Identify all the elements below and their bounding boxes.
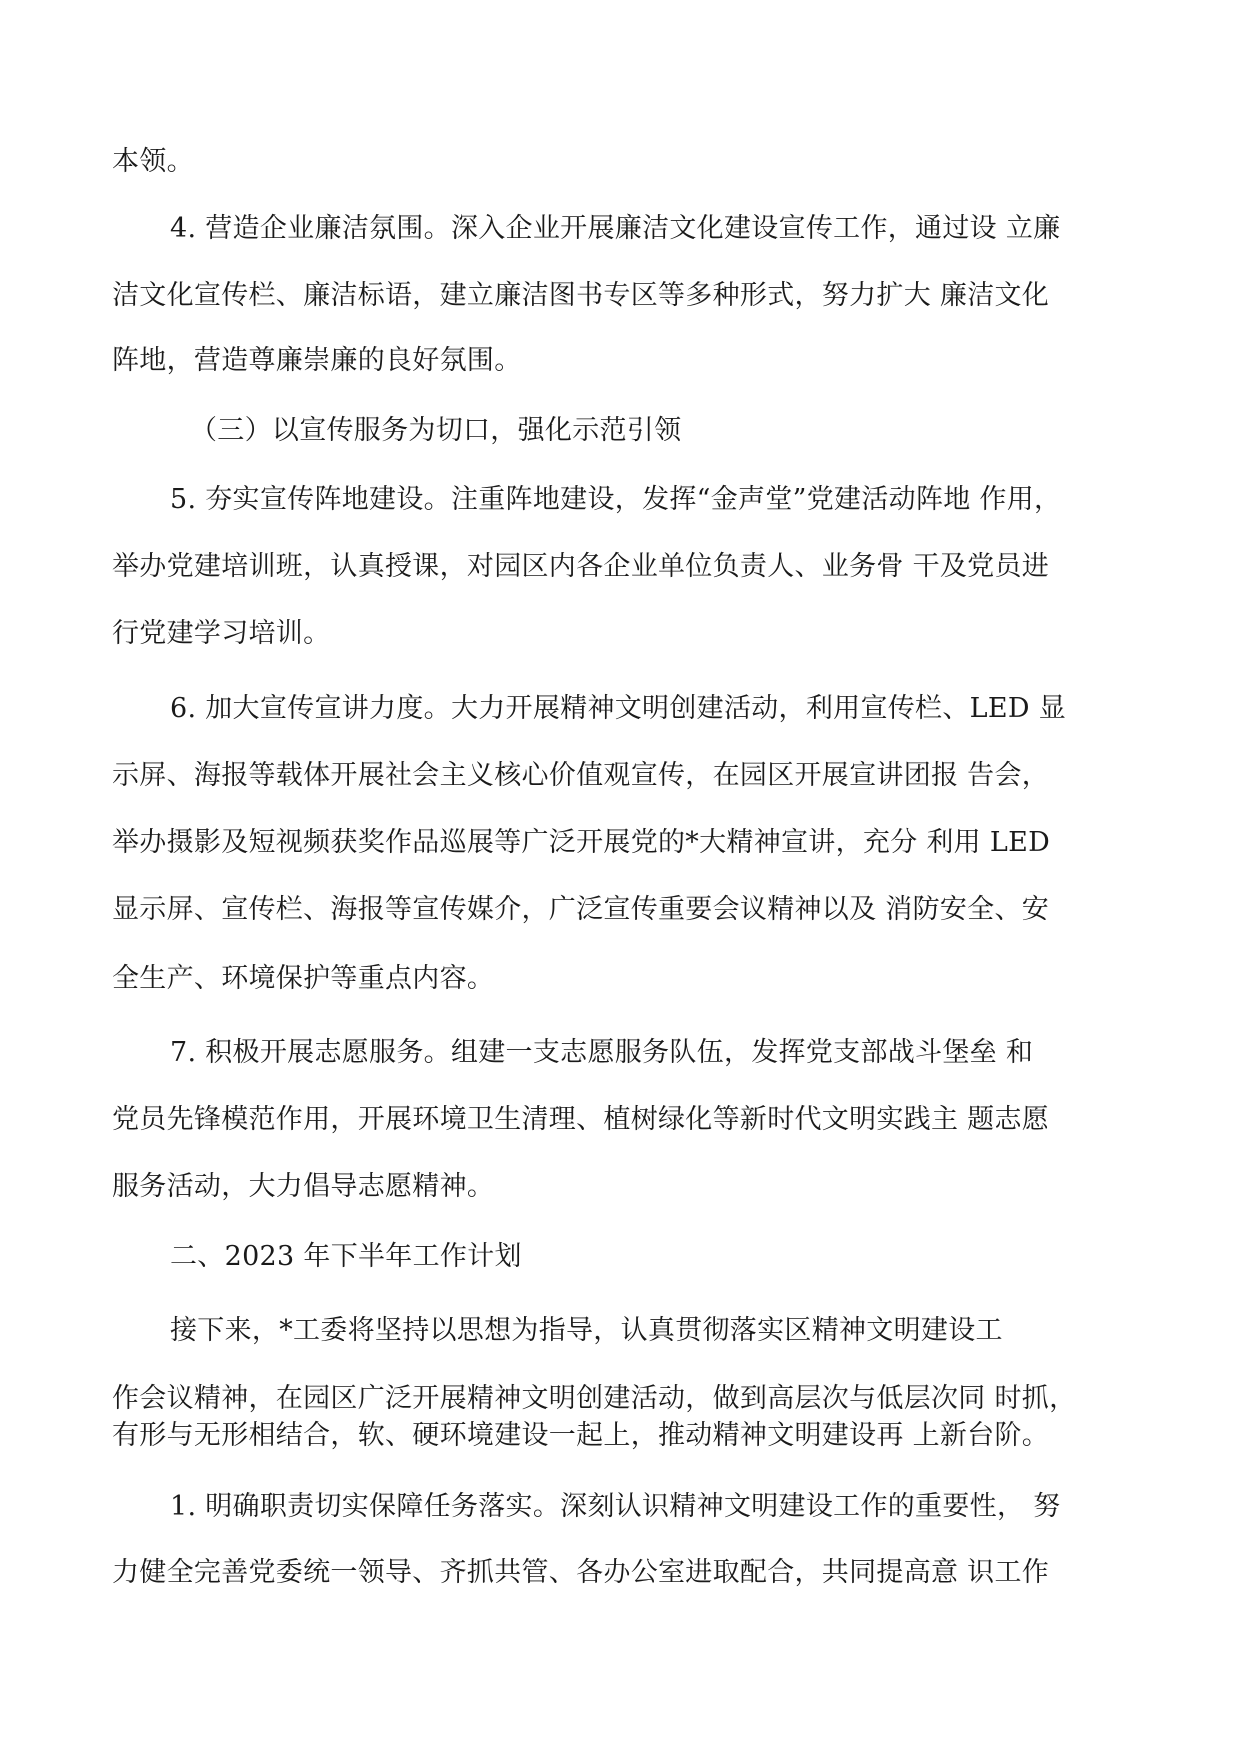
section-heading: （三）以宣传服务为切口，强化示范引领 [190,415,682,446]
text-line: 4. 营造企业廉洁氛围。深入企业开展廉洁文化建设宣传工作，通过设 立廉 [170,213,1061,244]
text-line: 阵地，营造尊廉崇廉的良好氛围。 [112,345,522,376]
text-line: 7. 积极开展志愿服务。组建一支志愿服务队伍，发挥党支部战斗堡垒 和 [170,1037,1034,1068]
text-line: 本领。 [112,146,194,177]
text-line: 5. 夯实宣传阵地建设。注重阵地建设，发挥“金声堂”党建活动阵地 作用， [170,484,1062,515]
text-line: 服务活动，大力倡导志愿精神。 [112,1171,495,1202]
text-line: 洁文化宣传栏、廉洁标语，建立廉洁图书专区等多种形式，努力扩大 廉洁文化 [112,280,1050,311]
text-line: 接下来，*工委将坚持以思想为指导，认真贯彻落实区精神文明建设工 [170,1315,1003,1346]
text-line: 作会议精神，在园区广泛开展精神文明创建活动，做到高层次与低层次同 时抓， [112,1383,1077,1414]
text-line: 力健全完善党委统一领导、齐抓共管、各办公室进取配合，共同提高意 识工作 [112,1557,1050,1588]
text-line: 1. 明确职责切实保障任务落实。深刻认识精神文明建设工作的重要性， 努 [170,1491,1061,1522]
text-line: 示屏、海报等载体开展社会主义核心价值观宣传，在园区开展宣讲团报 告会， [112,760,1050,791]
text-line: 全生产、环境保护等重点内容。 [112,963,495,994]
text-line: 6. 加大宣传宣讲力度。大力开展精神文明创建活动，利用宣传栏、LED 显 [170,693,1067,724]
text-line: 举办摄影及短视频获奖作品巡展等广泛开展党的*大精神宣讲，充分 利用 LED [112,827,1051,858]
text-line: 有形与无形相结合，软、硬环境建设一起上，推动精神文明建设再 上新台阶。 [112,1420,1050,1451]
section-heading: 二、2023 年下半年工作计划 [170,1241,522,1272]
text-line: 行党建学习培训。 [112,618,331,649]
text-line: 党员先锋模范作用，开展环境卫生清理、植树绿化等新时代文明实践主 题志愿 [112,1104,1050,1135]
text-line: 显示屏、宣传栏、海报等宣传媒介，广泛宣传重要会议精神以及 消防安全、安 [112,894,1050,925]
text-line: 举办党建培训班，认真授课，对园区内各企业单位负责人、业务骨 干及党员进 [112,551,1050,582]
